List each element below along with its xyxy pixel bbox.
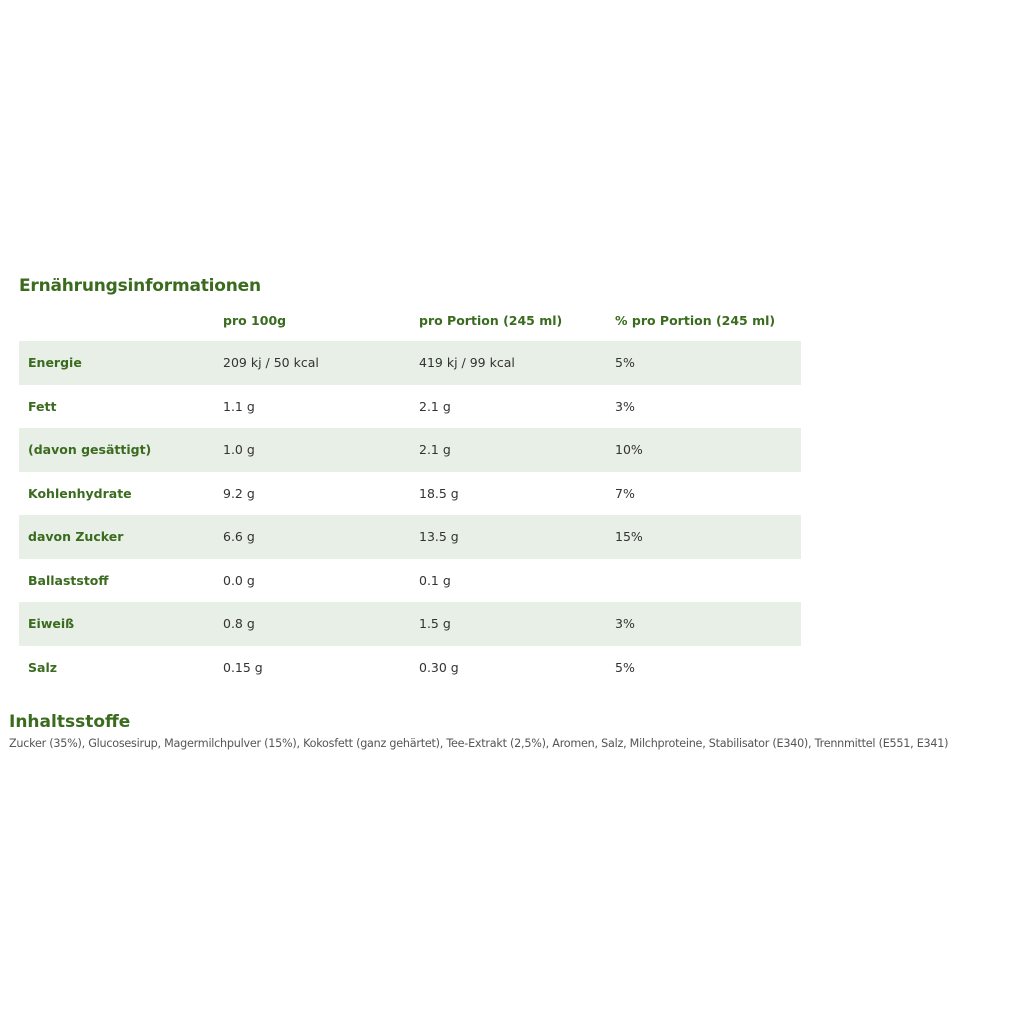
header-per-portion: pro Portion (245 ml) [419, 312, 563, 328]
value-per-100g: 209 kj / 50 kcal [223, 355, 319, 371]
ingredients-text: Zucker (35%), Glucosesirup, Magermilchpulver (15%), Kokosfett (ganz gehärtet), Tee-Extrakt (2,5%), Aromen, Salz, Milchproteine, Stabilisator (E340), Trennmittel (E551, E341) [9, 737, 949, 750]
header-nutrient [19, 299, 214, 341]
value-per-portion: 0.30 g [419, 659, 459, 675]
nutrient-name: Fett [28, 398, 57, 414]
nutrition-title: Ernährungsinformationen [19, 276, 261, 296]
value-percent-portion: 7% [615, 485, 635, 501]
value-percent-portion: 5% [615, 659, 635, 675]
value-percent-portion: 15% [615, 529, 643, 545]
table-row [19, 472, 801, 516]
table-row [19, 385, 801, 429]
table-row [19, 428, 801, 472]
value-per-100g: 6.6 g [223, 529, 255, 545]
nutrient-name: Salz [28, 659, 57, 675]
nutrient-name: Energie [28, 355, 82, 371]
value-percent-portion [606, 559, 801, 603]
nutrient-name: davon Zucker [28, 529, 124, 545]
value-per-100g: 0.8 g [223, 616, 255, 632]
value-per-portion: 1.5 g [419, 616, 451, 632]
nutrient-name: Ballaststoff [28, 572, 109, 588]
nutrition-table [19, 299, 801, 689]
nutrient-name: Kohlenhydrate [28, 485, 132, 501]
nutrient-name: (davon gesättigt) [28, 442, 152, 458]
value-per-100g: 1.0 g [223, 442, 255, 458]
value-percent-portion: 3% [615, 398, 635, 414]
value-percent-portion: 5% [615, 355, 635, 371]
value-per-100g: 0.0 g [223, 572, 255, 588]
table-header-row [19, 299, 801, 341]
value-per-portion: 18.5 g [419, 485, 459, 501]
value-per-100g: 0.15 g [223, 659, 263, 675]
value-percent-portion: 10% [615, 442, 643, 458]
value-per-portion: 2.1 g [419, 442, 451, 458]
header-per-100g: pro 100g [223, 312, 287, 328]
ingredients-title: Inhaltsstoffe [9, 712, 131, 732]
value-per-portion: 2.1 g [419, 398, 451, 414]
nutrient-name: Eiweiß [28, 616, 75, 632]
table-row [19, 646, 801, 690]
value-per-portion: 419 kj / 99 kcal [419, 355, 515, 371]
value-per-100g: 9.2 g [223, 485, 255, 501]
table-row [19, 515, 801, 559]
table-row [19, 559, 801, 603]
value-per-portion: 0.1 g [419, 572, 451, 588]
value-per-portion: 13.5 g [419, 529, 459, 545]
value-percent-portion: 3% [615, 616, 635, 632]
value-per-100g: 1.1 g [223, 398, 255, 414]
table-row [19, 602, 801, 646]
header-percent-portion: % pro Portion (245 ml) [615, 312, 776, 328]
table-row [19, 341, 801, 385]
